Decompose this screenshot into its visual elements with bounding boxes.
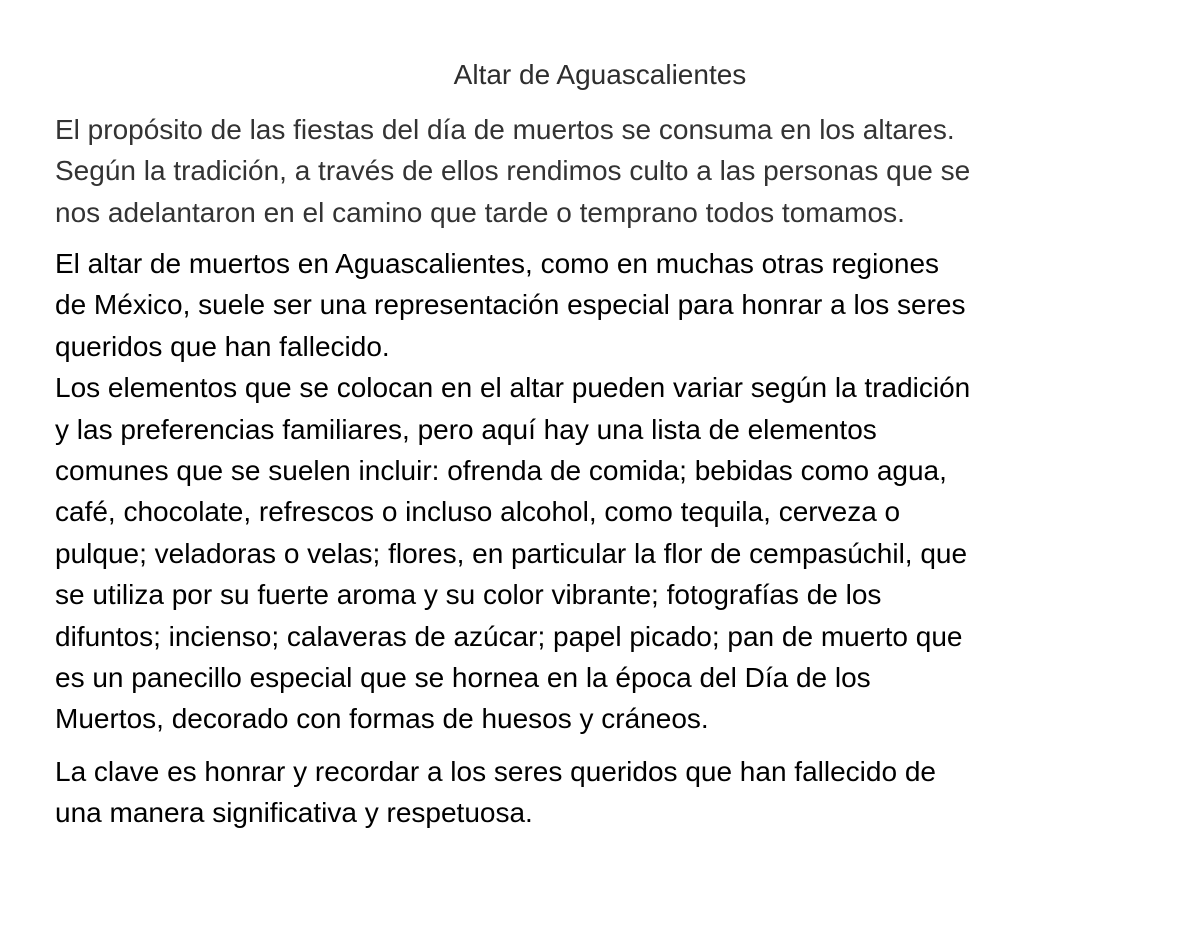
closing-paragraph: La clave es honrar y recordar a los seres queridos que han fallecido de una manera significativa y respetuosa. xyxy=(55,756,936,829)
intro-paragraph: El propósito de las fiestas del día de muertos se consuma en los altares. Según la tradición, a través de ellos rendimos culto a las personas que se nos adelantaron en el camino que tarde o temprano todos tomamos. xyxy=(55,114,971,228)
page-title: Altar de Aguascalientes xyxy=(453,59,747,90)
altar-description-paragraph: El altar de muertos en Aguascalientes, como en muchas otras regiones de México, suele ser una representación especial para honrar a los seres queridos que han fallecido. Los elementos que se colocan en el altar pueden variar según la tradición y las preferencias familiares, pero aquí hay una lista de elementos comunes que se suelen incluir: ofrenda de comida; bebidas como agua, café, chocolate, refrescos o incluso alcohol, como tequila, cerveza o pulque; veladoras o velas; flores, en particular la flor de cempasúchil, que se utiliza por su fuerte aroma y su color vibrante; fotografías de los difuntos; incienso; calaveras de azúcar; papel picado; pan de muerto que es un panecillo especial que se hornea en la época del Día de los Muertos, decorado con formas de huesos y cráneos. xyxy=(55,248,971,735)
